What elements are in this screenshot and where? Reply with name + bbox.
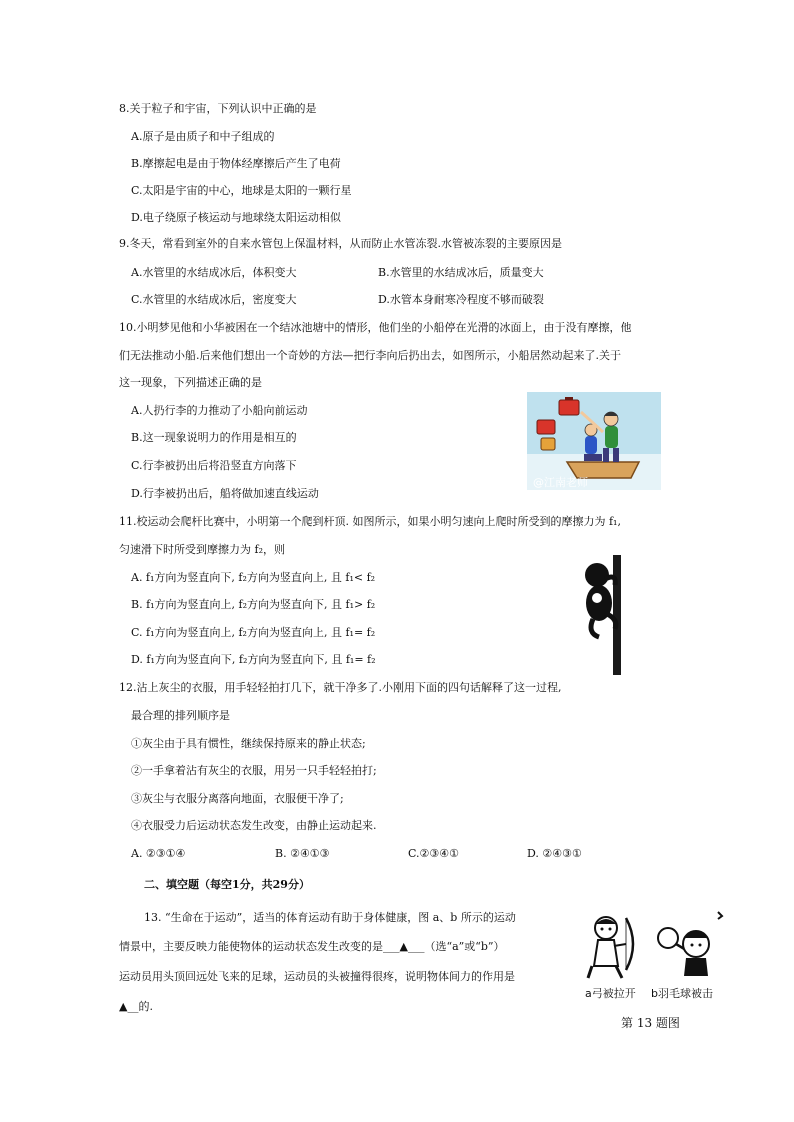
q8-option-c: C.太阳是宇宙的中心，地球是太阳的一颗行星 (131, 184, 352, 197)
q12-stem-line-1: 12.沾上灰尘的衣服，用手轻轻拍打几下，就干净多了.小刚用下面的四句话解释了这一过程, (119, 681, 562, 694)
q10-option-b: B.这一现象说明力的作用是相互的 (131, 431, 297, 444)
q9-option-b: B.水管里的水结成冰后，质量变大 (378, 266, 544, 279)
figure-watermark: @江南老师 (533, 476, 588, 489)
q8-stem: 8.关于粒子和宇宙，下列认识中正确的是 (119, 102, 317, 115)
q12-option-a: A. ②③①④ (131, 847, 186, 860)
q12-option-d: D. ②④③① (527, 847, 582, 860)
q11-option-b: B. f₁方向为竖直向上, f₂方向为竖直向下, 且 f₁> f₂ (131, 598, 376, 611)
figure-a-label: a弓被拉开 (585, 987, 636, 1000)
q12-statement-4: ④衣服受力后运动状态发生改变，由静止运动起来. (131, 819, 377, 832)
q10-option-a: A.人扔行李的力推动了小船向前运动 (131, 404, 308, 417)
q13-line-1: 13. “生命在于运动”，适当的体育运动有助于身体健康，图 a、b 所示的运动 (144, 911, 516, 924)
q10-stem-line-3: 这一现象，下列描述正确的是 (119, 376, 262, 389)
q12-statement-2: ②一手拿着沾有灰尘的衣服，用另一只手轻轻拍打; (131, 764, 377, 777)
section-heading: 二、填空题（每空1分，共29分） (144, 878, 310, 891)
q10-option-c: C.行李被扔出后将沿竖直方向落下 (131, 459, 297, 472)
q11-option-a: A. f₁方向为竖直向下, f₂方向为竖直向上, 且 f₁< f₂ (131, 571, 376, 584)
q11-stem-line-2: 匀速滑下时所受到摩擦力为 f₂，则 (119, 543, 285, 556)
figure-a-archer (580, 910, 640, 982)
boat-luggage-figure (527, 392, 661, 490)
q8-option-b: B.摩擦起电是由于物体经摩擦后产生了电荷 (131, 157, 341, 170)
q9-option-c: C.水管里的水结成冰后，密度变大 (131, 293, 297, 306)
q8-option-a: A.原子是由质子和中子组成的 (131, 130, 275, 143)
figure-b-label: b羽毛球被击 (651, 987, 713, 1000)
q12-option-b: B. ②④①③ (275, 847, 330, 860)
q10-stem-line-2: 们无法推动小船.后来他们想出一个奇妙的方法—把行李向后扔出去，如图所示，小船居然动起来了.关于 (119, 349, 621, 362)
q12-option-c: C.②③④① (408, 847, 459, 860)
q10-option-d: D.行李被扔出后，船将做加速直线运动 (131, 487, 319, 500)
pole-climber-figure (575, 553, 635, 677)
q9-option-a: A.水管里的水结成冰后，体积变大 (131, 266, 297, 279)
q13-line-2: 情景中，主要反映力能使物体的运动状态发生改变的是___▲___（选“a”或“b”） (119, 940, 505, 953)
figure-caption: 第 13 题图 (621, 1016, 680, 1030)
q11-option-d: D. f₁方向为竖直向下, f₂方向为竖直向下, 且 f₁= f₂ (131, 653, 376, 666)
q12-statement-1: ①灰尘由于具有惯性，继续保持原来的静止状态; (131, 737, 366, 750)
figure-b-badminton (652, 908, 726, 982)
q8-option-d: D.电子绕原子核运动与地球绕太阳运动相似 (131, 211, 341, 224)
q12-statement-3: ③灰尘与衣服分离落向地面，衣服便干净了; (131, 792, 344, 805)
q13-line-3: 运动员用头顶回远处飞来的足球，运动员的头被撞得很疼，说明物体间力的作用是 (119, 970, 515, 983)
q11-stem-line-1: 11.校运动会爬杆比赛中，小明第一个爬到杆顶. 如图所示，如果小明匀速向上爬时所受到的摩擦力为 f₁, (119, 515, 621, 528)
q9-stem: 9.冬天，常看到室外的自来水管包上保温材料，从而防止水管冻裂.水管被冻裂的主要原因是 (119, 237, 562, 250)
q9-option-d: D.水管本身耐寒冷程度不够而破裂 (378, 293, 544, 306)
q12-stem-line-2: 最合理的排列顺序是 (131, 709, 230, 722)
q10-stem-line-1: 10.小明梦见他和小华被困在一个结冰池塘中的情形，他们坐的小船停在光滑的冰面上，由于没有摩擦，他 (119, 321, 632, 334)
q13-line-4: ▲__的. (119, 1000, 153, 1013)
q11-option-c: C. f₁方向为竖直向上, f₂方向为竖直向上, 且 f₁= f₂ (131, 626, 376, 639)
